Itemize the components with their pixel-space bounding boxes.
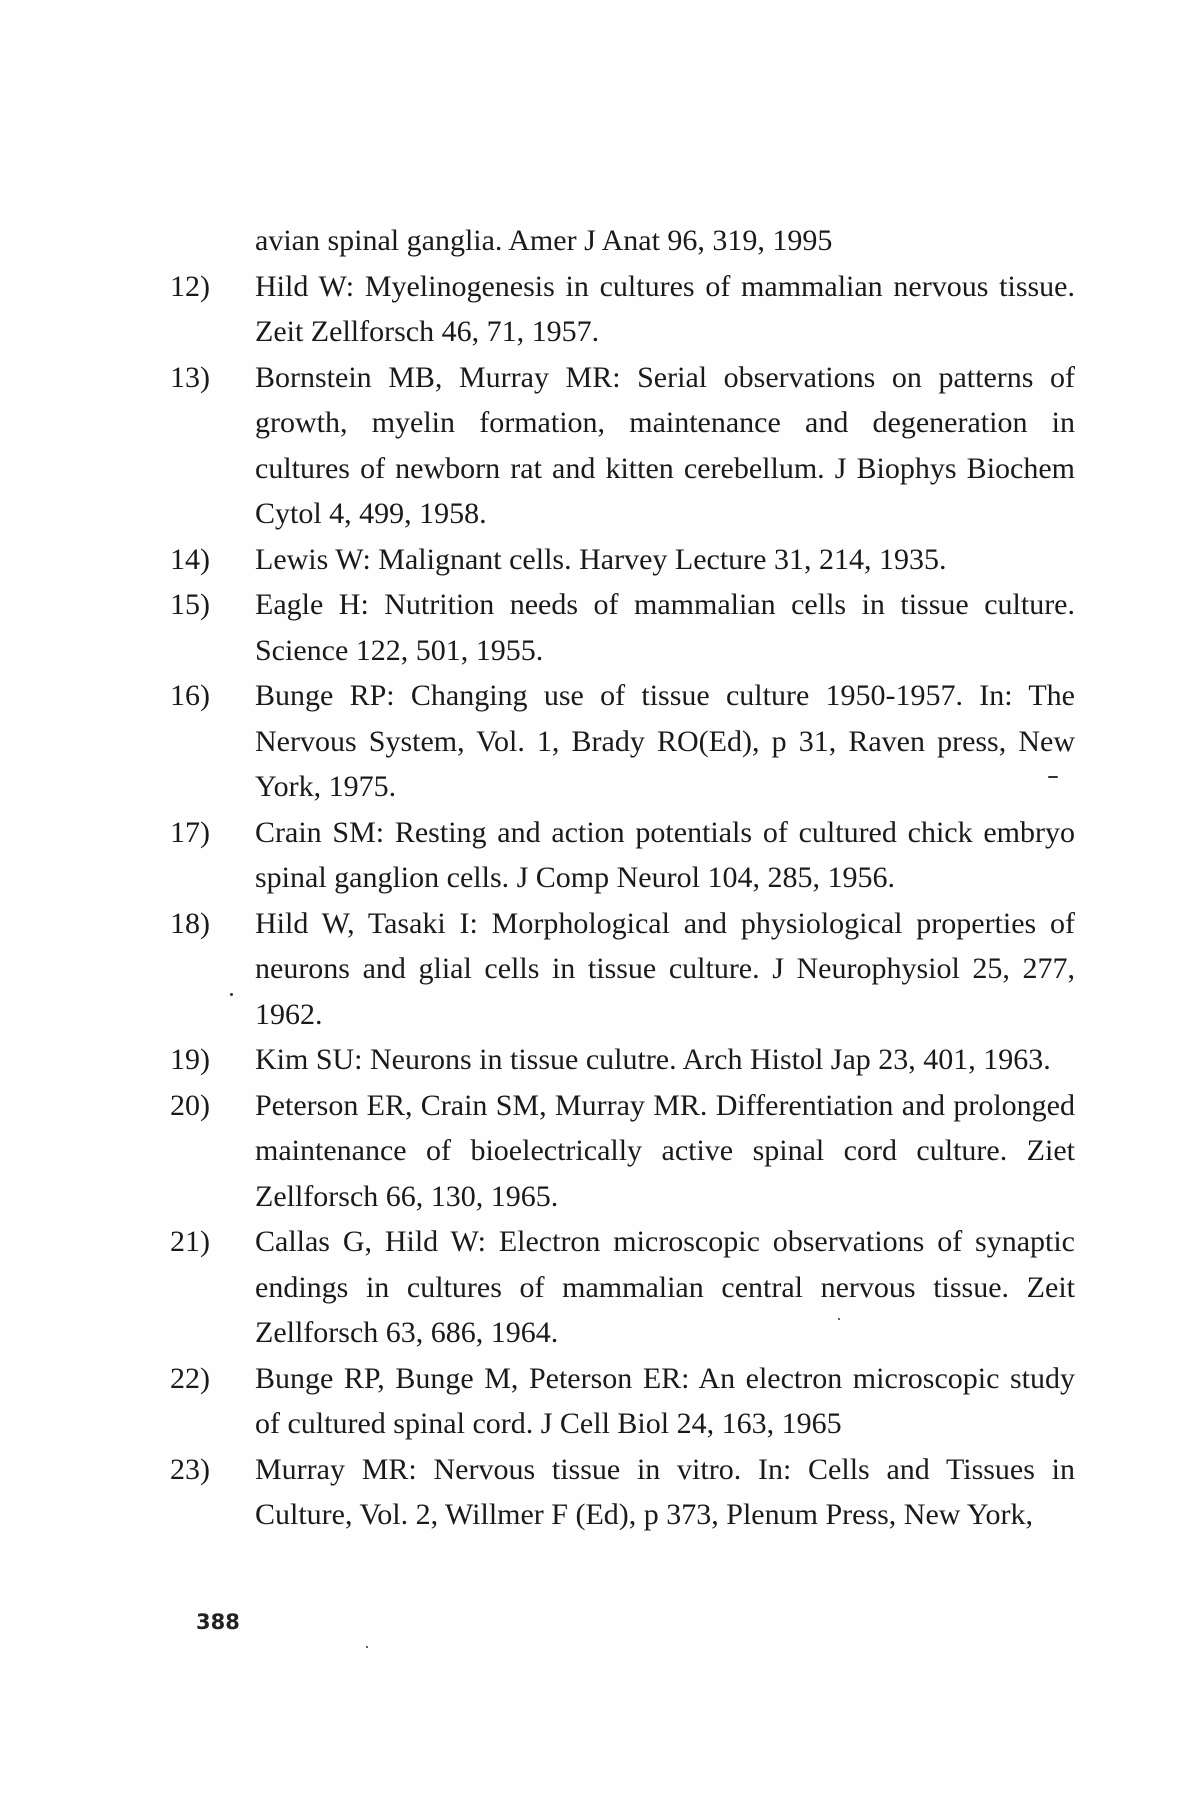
reference-continuation: avian spinal ganglia. Amer J Anat 96, 319, 1995 — [255, 224, 833, 257]
reference-text: Peterson ER, Crain SM, Murray MR. Differentiation and prolonged maintenance of bioelectrically active spinal cord culture. Ziet Zellforsch 66, 130, 1965. — [255, 1088, 1075, 1213]
reference-text: Kim SU: Neurons in tissue culutre. Arch Histol Jap 23, 401, 1963. — [255, 1043, 1051, 1076]
reference-number: 15) — [170, 588, 210, 621]
reference-number: 18) — [170, 906, 210, 940]
scan-speck — [1048, 776, 1058, 778]
scan-speck — [230, 993, 233, 996]
reference-number: 17) — [170, 815, 210, 849]
reference-number: 19) — [170, 1043, 210, 1076]
reference-text: Hild W, Tasaki I: Morphological and physiological properties of neurons and glial cells in tissue culture. J Neurophysiol 25, 277, 1962. — [255, 906, 1075, 1031]
reference-item — [170, 1219, 1075, 1356]
reference-item — [170, 901, 1075, 1038]
reference-text: Bornstein MB, Murray MR: Serial observations on patterns of growth, myelin formation, maintenance and degeneration in cultures of newborn rat and kitten cerebellum. J Biophys Biochem Cytol 4, 499, 1958. — [255, 360, 1075, 530]
reference-number: 22) — [170, 1361, 210, 1395]
reference-number: 23) — [170, 1452, 210, 1486]
reference-text: Callas G, Hild W: Electron microscopic observations of synaptic endings in cultures of mammalian central nervous tissue. Zeit Zellforsch 63, 686, 1964. — [255, 1225, 1075, 1349]
reference-item — [170, 1083, 1075, 1220]
page-number: 388 — [196, 1610, 240, 1634]
scan-speck — [366, 1646, 368, 1648]
reference-number: 16) — [170, 679, 210, 712]
reference-number: 21) — [170, 1225, 210, 1258]
reference-item — [170, 355, 1075, 537]
reference-text: Bunge RP: Changing use of tissue culture 1950-1957. In: The Nervous System, Vol. 1, Brady RO(Ed), p 31, Raven press, New York, 1975. — [255, 679, 1075, 803]
reference-number: 14) — [170, 542, 210, 576]
reference-text: Lewis W: Malignant cells. Harvey Lecture 31, 214, 1935. — [255, 542, 947, 576]
reference-item — [170, 264, 1075, 355]
reference-item — [170, 1447, 1075, 1538]
reference-item — [170, 673, 1075, 810]
reference-text: Bunge RP, Bunge M, Peterson ER: An electron microscopic study of cultured spinal cord. J Cell Biol 24, 163, 1965 — [255, 1361, 1075, 1440]
reference-list — [170, 218, 1075, 1538]
reference-item — [170, 582, 1075, 673]
reference-item — [170, 810, 1075, 901]
reference-text: Hild W: Myelinogenesis in cultures of mammalian nervous tissue. Zeit Zellforsch 46, 71, 1957. — [255, 269, 1075, 348]
scan-speck — [838, 1318, 840, 1320]
reference-number: 12) — [170, 269, 210, 303]
reference-text: Eagle H: Nutrition needs of mammalian cells in tissue culture. Science 122, 501, 1955. — [255, 588, 1075, 667]
reference-item — [170, 1037, 1075, 1083]
reference-text: Murray MR: Nervous tissue in vitro. In: Cells and Tissues in Culture, Vol. 2, Willmer F (Ed), p 373, Plenum Press, New York, — [255, 1452, 1075, 1531]
reference-item — [170, 537, 1075, 583]
reference-text: Crain SM: Resting and action potentials of cultured chick embryo spinal ganglion cells. J Comp Neurol 104, 285, 1956. — [255, 815, 1075, 894]
reference-number: 20) — [170, 1088, 210, 1122]
reference-item — [170, 1356, 1075, 1447]
reference-number: 13) — [170, 360, 210, 394]
